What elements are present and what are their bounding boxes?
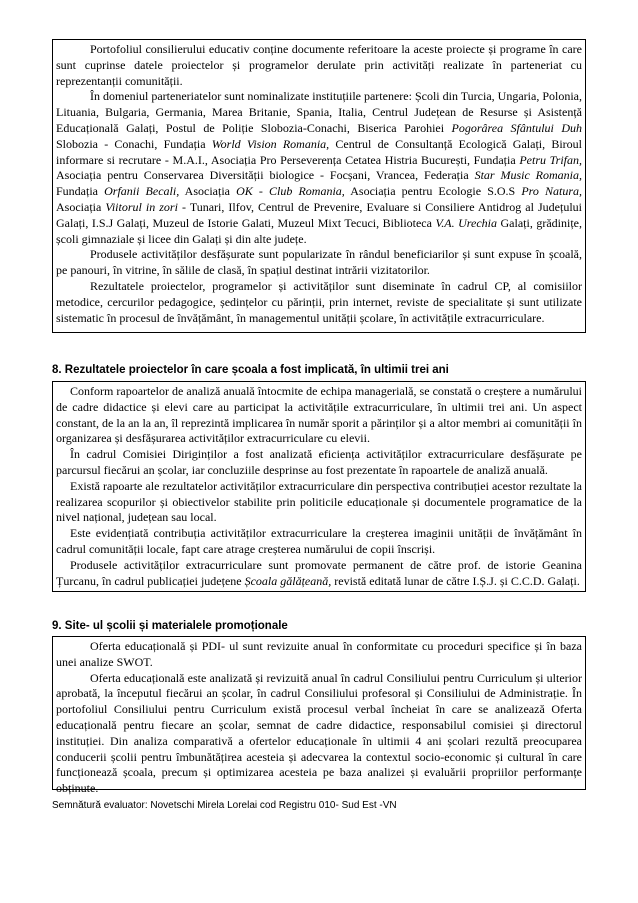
offer-analysis-paragraph: Oferta educațională este analizată și revizuită anual în cadrul Consiliului pentru Curriculum și ulterior aprobată, la începutul fiecărui an școlar, în cadrul Consiliului profesoral și Consiliului de Administrație. În portofoliul Consiliului pentru Curriculum există procesul verbal încheiat în care se analizează Oferta educațională pentru fiecare an școlar, semnat de cadre didactice, responsabilul comisiei și directorul instituției. Din analiza comparativă a ofertelor educaționale în ultimii 4 ani școlari rezultă preocuparea conducerii școlii pentru îmbunătățirea acesteia și adecvarea la contextul socio-economic și cultural în care funcționează școala, precum și optimizarea acesteia pe baza analizei și evaluării propriilor performanțe obținute. — [56, 670, 582, 796]
section-9-heading: 9. Site- ul școlii și materialele promoționale — [52, 620, 288, 632]
partners-paragraph: În domeniul parteneriatelor sunt nominalizate instituțiile partenere: Școli din Turcia, Ungaria, Polonia, Lituania, Bulgaria, Germania, Marea Britanie, Spania, Italia, Centrul Județean de Resurse și Asistență Educațională Galați, Postul de Poliție Slobozia-Conachi, Biserica Parohiei Pogorârea Sfântului Duh Slobozia - Conachi, Fundația World Vision Romania, Centrul de Consultanță Ecologică Galați, Biroul informare si recrutare - M.A.I., Asociația Pro Perseverența Cetatea Histria București, Fundația Petru Trifan, Asociația pentru Conservarea Diversității biologice - Focșani, Vrancea, Federația Star Music Romania, Fundația Orfanii Becali, Asociația OK - Club Romania, Asociația pentru Ecologie S.O.S Pro Natura, Asociația Viitorul in zori - Tunari, Ilfov, Centrul de Prevenire, Evaluare si Consiliere Antidrog al Județului Galați, I.S.J Galați, Muzeul de Istorie Galati, Muzeul Mixt Tecuci, Biblioteca V.A. Urechia Galați, grădinițe, școli gimnaziale și licee din Galați și din alte județe. — [56, 89, 583, 246]
portfolio-paragraph: Portofoliul consilierului educativ conține documente referitoare la aceste proiecte și programe în care sunt cuprinse datele proiectelor și programelor derulate prin activități realizate în parteneriat cu reprezentanții comunității. — [56, 42, 582, 88]
committee-paragraph: În cadrul Comisiei Diriginților a fost analizată eficiența activităților extracurriculare desfășurate pe parcursul fiecărui an școlar, iar concluziile desprinse au fost prezentate în rapoartele de analiză anuală. — [56, 447, 582, 477]
promotion-paragraph: Produsele activităților extracurriculare sunt promovate permanent de către prof. de istorie Geanina Țurcanu, în cadrul publicației județene Școala gălățeană, revistă editată lunar de către I.Ș.J. și C.C.D. Galați. — [56, 557, 582, 588]
image-paragraph: Este evidențiată contribuția activităților extracurriculare la creșterea imaginii unității de învățământ în cadrul comunității locale, fapt care atrage creșterea numărului de copii înscriși. — [56, 526, 582, 556]
dissemination-paragraph: Rezultatele proiectelor, programelor și activităților sunt diseminate în cadrul CP, al comisiilor metodice, cercurilor pedagogice, ședințelor cu părinții, prin internet, reviste de specialitate și sunt utilizate sistematic în procesul de învățământ, în managementul unității școlare, în activitățile extracurriculare. — [56, 278, 582, 325]
reports-paragraph: Conform rapoartelor de analiză anuală întocmite de echipa managerială, se constată o creștere a numărului de cadre didactice și elevi care au participat la activitățile extracurriculare, în ultimii trei ani. Un aspect constant, de la an la an, îl reprezintă implicarea în număr sporit a părinților și a altor membri ai comunității în organizarea și desfășurarea activităților extracurriculare cu elevii. — [56, 384, 582, 446]
products-paragraph: Produsele activităților desfășurate sunt popularizate în rândul beneficiarilor și sunt expuse în școală, pe panouri, în vitrine, în sălile de clasă, în spațiul destinat intrării vizitatorilor. — [56, 247, 582, 278]
results-box — [52, 381, 586, 592]
section-8-heading: 8. Rezultatele proiectelor în care școala a fost implicată, în ultimii trei ani — [52, 364, 449, 376]
offer-paragraph: Oferta educațională și PDI- ul sunt revizuite anual în conformitate cu proceduri specifice și în baza unei analize SWOT. — [56, 639, 582, 669]
partnerships-box — [52, 39, 586, 333]
contribution-paragraph: Există rapoarte ale rezultatelor activităților extracurriculare din perspectiva contribuției acestor rezultate la realizarea scopurilor și obiectivelor stabilite prin politicile educaționale și documentele programatice de la nivel național, județean sau local. — [56, 478, 582, 525]
site-box — [52, 636, 586, 796]
evaluator-signature: Semnătură evaluator: Novetschi Mirela Lorelai cod Registru 010- Sud Est -VN — [52, 800, 397, 811]
